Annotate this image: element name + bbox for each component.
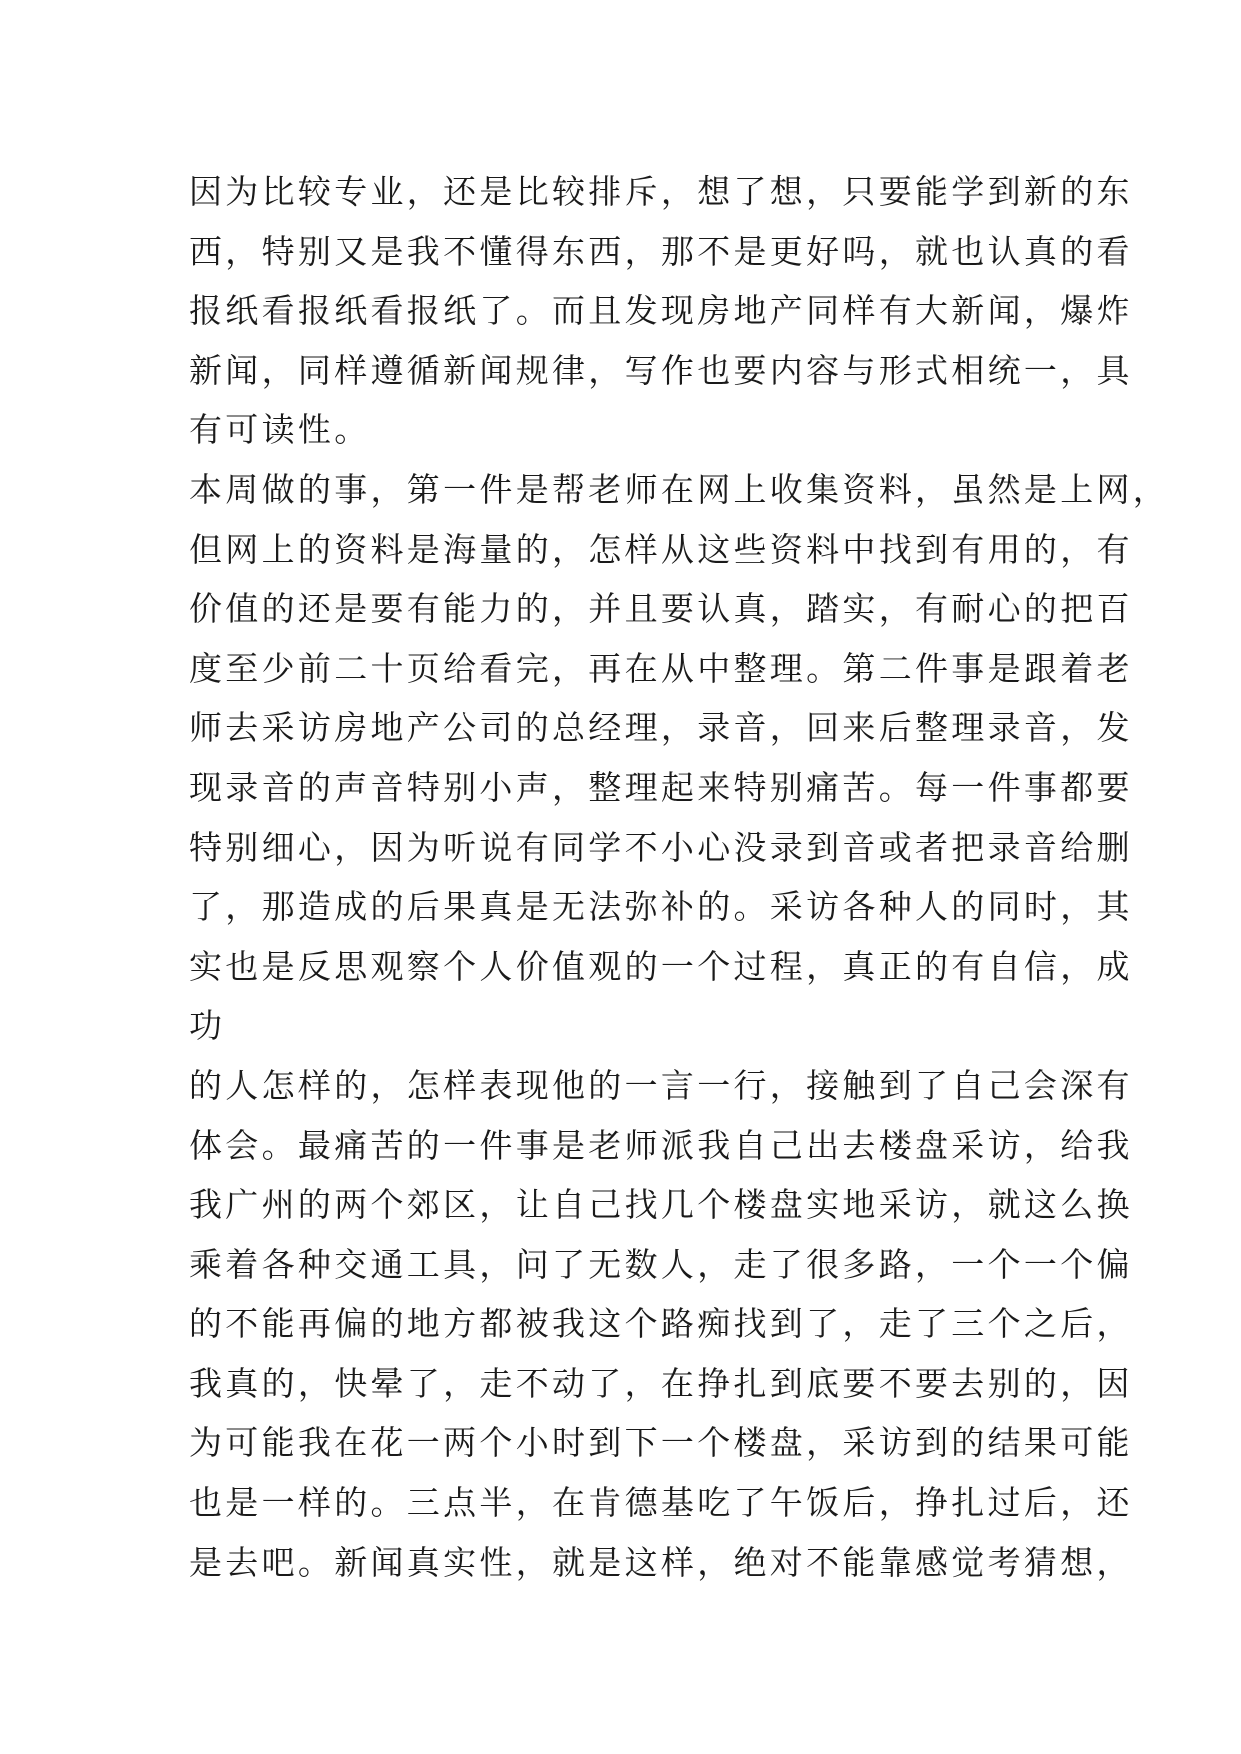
text-line: 西，特别又是我不懂得东西，那不是更好吗，就也认真的看 — [189, 231, 1133, 271]
text-line: 了，那造成的后果真是无法弥补的。采访各种人的同时，其 — [189, 887, 1133, 927]
text-line: 度至少前二十页给看完，再在从中整理。第二件事是跟着老 — [189, 648, 1133, 688]
text-line: 也是一样的。三点半，在肯德基吃了午饭后，挣扎过后，还 — [189, 1483, 1133, 1523]
body-text — [189, 162, 1170, 1592]
text-line: 我广州的两个郊区，让自己找几个楼盘实地采访，就这么换 — [189, 1185, 1133, 1225]
text-line: 是去吧。新闻真实性，就是这样，绝对不能靠感觉考猜想， — [189, 1542, 1133, 1582]
text-line: 本周做的事，第一件是帮老师在网上收集资料，虽然是上网， — [189, 469, 1170, 509]
text-line: 体会。最痛苦的一件事是老师派我自己出去楼盘采访，给我 — [189, 1125, 1133, 1165]
text-line: 的不能再偏的地方都被我这个路痴找到了，走了三个之后， — [189, 1304, 1133, 1344]
text-line: 报纸看报纸看报纸了。而且发现房地产同样有大新闻，爆炸 — [189, 291, 1133, 331]
text-line: 乘着各种交通工具，问了无数人，走了很多路，一个一个偏 — [189, 1244, 1133, 1284]
text-line: 的人怎样的，怎样表现他的一言一行，接触到了自己会深有 — [189, 1065, 1133, 1105]
text-line: 有可读性。 — [189, 410, 371, 450]
text-line: 师去采访房地产公司的总经理，录音，回来后整理录音，发 — [189, 708, 1133, 748]
text-line: 为可能我在花一两个小时到下一个楼盘，采访到的结果可能 — [189, 1423, 1133, 1463]
text-line: 功 — [189, 1006, 226, 1046]
text-line: 现录音的声音特别小声，整理起来特别痛苦。每一件事都要 — [189, 767, 1133, 807]
text-line: 新闻，同样遵循新闻规律，写作也要内容与形式相统一，具 — [189, 350, 1133, 390]
text-line: 我真的，快晕了，走不动了，在挣扎到底要不要去别的，因 — [189, 1363, 1133, 1403]
text-line: 因为比较专业，还是比较排斥，想了想，只要能学到新的东 — [189, 172, 1133, 211]
text-line: 特别细心，因为听说有同学不小心没录到音或者把录音给删 — [189, 827, 1133, 867]
text-line: 实也是反思观察个人价值观的一个过程，真正的有自信，成 — [189, 946, 1133, 986]
text-line: 价值的还是要有能力的，并且要认真，踏实，有耐心的把百 — [189, 589, 1133, 629]
text-line: 但网上的资料是海量的，怎样从这些资料中找到有用的，有 — [189, 529, 1133, 569]
